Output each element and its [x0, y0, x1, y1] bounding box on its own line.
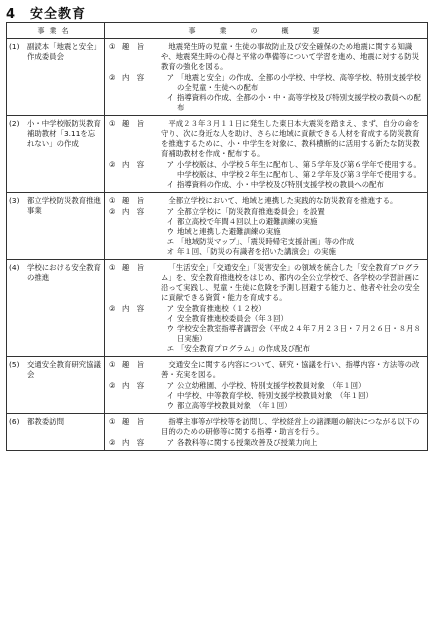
- item-marker: エ: [166, 344, 174, 353]
- item-text: 都立高校で年間４回以上の避難訓練の実施: [177, 217, 318, 226]
- project-summary-cell: [105, 116, 428, 193]
- item-marker: ウ: [166, 401, 174, 410]
- list-item: [161, 180, 423, 190]
- project-name: 学校における安全教育の推進: [27, 263, 101, 282]
- list-item: [161, 401, 423, 411]
- list-item: [161, 237, 423, 247]
- project-number: (4): [9, 263, 20, 272]
- list-item: [161, 344, 423, 354]
- list-item: [161, 247, 423, 257]
- project-name: 都立学校防災教育推進事業: [27, 196, 101, 215]
- aim-number: ①: [109, 417, 116, 426]
- item-marker: ウ: [166, 227, 174, 236]
- item-marker: ウ: [166, 324, 174, 333]
- aim-label: 趣 旨: [122, 263, 145, 272]
- table-row: [7, 260, 428, 357]
- list-item: [161, 160, 423, 180]
- list-item: [161, 324, 423, 344]
- program-table: [6, 22, 428, 451]
- aim-number: ①: [109, 360, 116, 369]
- content-label: 内 容: [122, 304, 145, 313]
- content-label: 内 容: [122, 73, 145, 82]
- header-project-summary: 事業の概要: [105, 23, 428, 39]
- list-item: [161, 391, 423, 401]
- content-block: [109, 304, 423, 354]
- project-name-cell: [7, 193, 105, 260]
- project-name-cell: [7, 414, 105, 451]
- content-block: [109, 381, 423, 411]
- project-summary-cell: [105, 260, 428, 357]
- aim-block: [109, 263, 423, 303]
- project-summary-cell: [105, 39, 428, 116]
- item-marker: オ: [166, 247, 174, 256]
- content-number: ②: [109, 207, 116, 216]
- aim-text: 交通安全に関する内容について、研究・協議を行い、指導内容・方法等の改善・充実を図る。: [161, 360, 420, 379]
- aim-label: 趣 旨: [122, 360, 145, 369]
- list-item: [161, 227, 423, 237]
- content-label: 内 容: [122, 438, 145, 447]
- header-project-name: 事業名: [7, 23, 105, 39]
- table-row: [7, 193, 428, 260]
- item-text: 「地域防災マップ」、「震災時帰宅支援計画」等の作成: [177, 237, 355, 246]
- project-number: (1): [9, 42, 20, 51]
- aim-text: 全都立学校において、地域と連携した実践的な防災教育を推進する。: [168, 196, 398, 205]
- project-name: 交通安全教育研究協議会: [27, 360, 101, 379]
- list-item: [161, 207, 423, 217]
- item-text: 中学校、中等教育学校、特別支援学校教員対象 （年１回）: [177, 391, 373, 400]
- aim-block: [109, 360, 423, 380]
- list-item: [161, 217, 423, 227]
- list-item: [161, 381, 423, 391]
- list-item: [161, 73, 423, 93]
- item-text: 都立高等学校教員対象 （年１回）: [177, 401, 292, 410]
- project-summary-cell: [105, 357, 428, 414]
- item-text: 安全教育推進校委員会（年３回）: [177, 314, 288, 323]
- item-marker: エ: [166, 237, 174, 246]
- item-text: 「地震と安全」の作成、全都の小学校、中学校、高等学校、特別支援学校の全児童・生徒への配布: [177, 73, 421, 92]
- content-number: ②: [109, 381, 116, 390]
- table-header-row: [7, 23, 428, 39]
- aim-number: ①: [109, 42, 116, 51]
- content-block: [109, 207, 423, 257]
- aim-label: 趣 旨: [122, 42, 145, 51]
- project-name: 副読本「地震と安全」作成委員会: [27, 42, 101, 61]
- table-row: [7, 116, 428, 193]
- item-text: 学校安全教室指導者講習会（平成２４年７月２３日・７月２６日・８月８日実施）: [177, 324, 421, 343]
- content-number: ②: [109, 160, 116, 169]
- item-marker: イ: [166, 217, 174, 226]
- content-items: [161, 160, 423, 190]
- item-marker: イ: [166, 391, 174, 400]
- item-text: 全都立学校に「防災教育推進委員会」を設置: [177, 207, 325, 216]
- content-number: ②: [109, 304, 116, 313]
- content-items: [161, 73, 423, 113]
- content-block: [109, 438, 423, 448]
- item-text: 小学校版は、小学校５年生に配布し、第５学年及び第６学年で使用する。中学校版は、中学校２年生に配布し、第２学年及び第３学年で使用する。: [177, 160, 421, 179]
- aim-text: 指導主事等が学校等を訪問し、学校経営上の諸課題の解決につながる以下の目的のための研修等に関する指導・助言を行う。: [161, 417, 420, 436]
- project-summary-cell: [105, 414, 428, 451]
- table-row: [7, 414, 428, 451]
- list-item: [161, 314, 423, 324]
- aim-block: [109, 417, 423, 437]
- item-text: 公立幼稚園、小学校、特別支援学校教員対象 （年１回）: [177, 381, 366, 390]
- item-text: 「安全教育プログラム」の作成及び配布: [177, 344, 310, 353]
- item-text: 指導資料の作成、小・中学校及び特別支援学校の教員への配布: [177, 180, 384, 189]
- content-number: ②: [109, 73, 116, 82]
- project-number: (2): [9, 119, 20, 128]
- content-items: [161, 381, 423, 411]
- section-title: 4 安全教育: [6, 7, 87, 22]
- project-name-cell: [7, 39, 105, 116]
- project-number: (5): [9, 360, 20, 369]
- item-marker: イ: [166, 314, 174, 323]
- aim-label: 趣 旨: [122, 417, 145, 426]
- aim-number: ①: [109, 263, 116, 272]
- aim-text: 「生活安全」「交通安全」「災害安全」の領域を統合した「安全教育プログラム」を、安全教育推進校をはじめ、都内の全公立学校で、各学校の学習計画に沿って実践し、児童・生徒に危険を予測し回避する能力と、他者や社会の安全に貢献できる資質・能力を育成する。: [161, 263, 420, 302]
- item-marker: ア: [166, 73, 174, 82]
- item-text: 年１回、「防災の有識者を招いた講演会」の実施: [177, 247, 336, 256]
- item-marker: イ: [166, 93, 174, 102]
- item-marker: ア: [166, 381, 174, 390]
- project-name: 都教委訪問: [27, 417, 64, 426]
- item-marker: ア: [166, 438, 174, 447]
- item-marker: ア: [166, 304, 174, 313]
- aim-number: ①: [109, 196, 116, 205]
- content-block: [109, 160, 423, 190]
- content-label: 内 容: [122, 207, 145, 216]
- content-label: 内 容: [122, 381, 145, 390]
- aim-label: 趣 旨: [122, 119, 145, 128]
- project-number: (6): [9, 417, 20, 426]
- item-text: 地域と連携した避難訓練の実施: [177, 227, 281, 236]
- content-items: [161, 207, 423, 257]
- content-items: [161, 438, 423, 448]
- table-row: [7, 39, 428, 116]
- item-text: 安全教育推進校（１２校）: [177, 304, 266, 313]
- project-name-cell: [7, 116, 105, 193]
- aim-label: 趣 旨: [122, 196, 145, 205]
- list-item: [161, 438, 423, 448]
- table-body: [7, 39, 428, 451]
- project-name: 小・中学校版防災教育補助教材「3.11を忘れない」の作成: [27, 119, 101, 148]
- project-summary-cell: [105, 193, 428, 260]
- list-item: [161, 304, 423, 314]
- item-text: 指導資料の作成、全都の小・中・高等学校及び特別支援学校の教員への配布: [177, 93, 421, 112]
- project-name-cell: [7, 357, 105, 414]
- aim-text: 平成２３年３月１１日に発生した東日本大震災を踏まえ、まず、自分の命を守り、次に身近な人を助け、さらに地域に貢献できる人材を育成する防災教育を推進するために、小・中学生を対象に、教科横断的に活用する新たな防災教育補助教材を作成・配布する。: [161, 119, 420, 158]
- item-marker: ア: [166, 207, 174, 216]
- project-name-cell: [7, 260, 105, 357]
- item-text: 各教科等に関する授業改善及び授業力向上: [177, 438, 318, 447]
- item-marker: イ: [166, 180, 174, 189]
- content-block: [109, 73, 423, 113]
- table-row: [7, 357, 428, 414]
- aim-text: 地震発生時の児童・生徒の事故防止及び安全確保のため地震に関する知識や、地震発生時の心得と平常の準備等について学習を進め、地震に対する防災教育の強化を図る。: [161, 42, 420, 71]
- content-number: ②: [109, 438, 116, 447]
- item-marker: ア: [166, 160, 174, 169]
- aim-block: [109, 196, 423, 206]
- aim-block: [109, 119, 423, 159]
- list-item: [161, 93, 423, 113]
- aim-number: ①: [109, 119, 116, 128]
- project-number: (3): [9, 196, 20, 205]
- content-label: 内 容: [122, 160, 145, 169]
- content-items: [161, 304, 423, 354]
- aim-block: [109, 42, 423, 72]
